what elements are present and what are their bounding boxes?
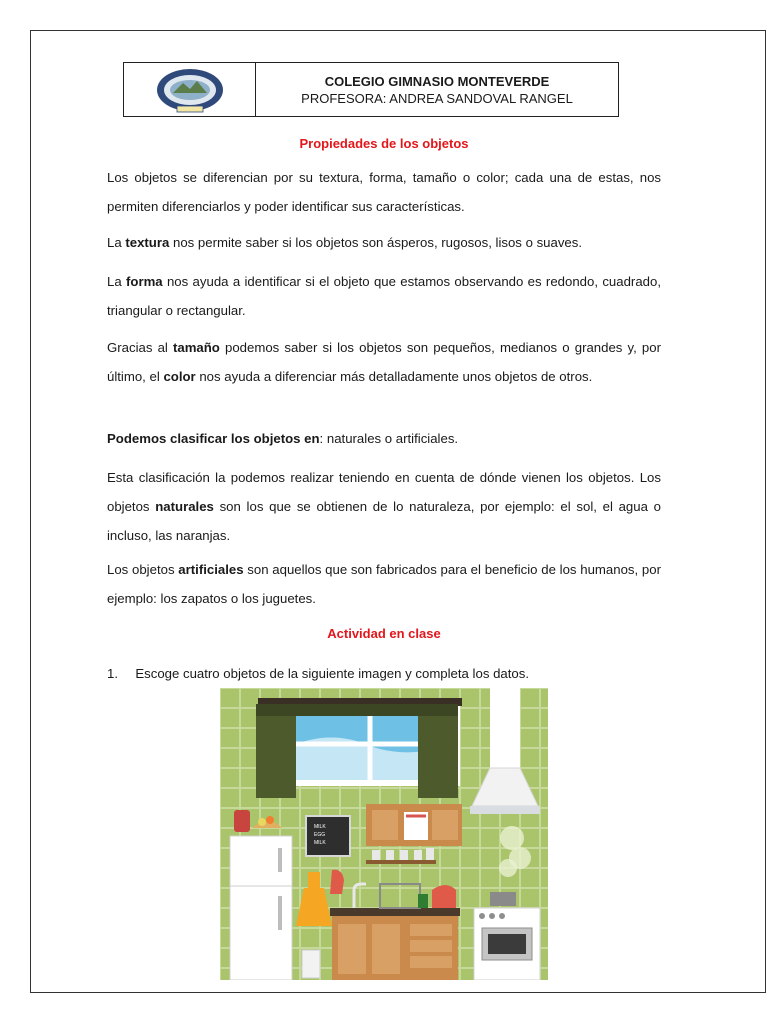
artificiales-paragraph: Los objetos artificiales son aquellos que son fabricados para el beneficio de los humanos, por ejemplo: los zapatos o los juguetes. xyxy=(107,562,661,606)
header-title-cell xyxy=(256,63,618,116)
activity-item xyxy=(107,659,661,688)
activity-text: Escoge cuatro objetos de la siguiente imagen y completa los datos. xyxy=(135,666,530,681)
teacher-name: PROFESORA: ANDREA SANDOVAL RANGEL xyxy=(301,90,573,106)
school-name: COLEGIO GIMNASIO MONTEVERDE xyxy=(324,73,550,89)
naturales-paragraph: Esta clasificación la podemos realizar teniendo en cuenta de dónde vienen los objetos. Los objetos naturales son los que se obtienen de lo naturaleza, por ejemplo: el sol, el agua o incluso, las naranjas. xyxy=(107,470,661,543)
header-table xyxy=(123,62,619,117)
section-title-properties: Propiedades de los objetos xyxy=(299,136,469,151)
clasificar-paragraph: Podemos clasificar los objetos en: naturales o artificiales. xyxy=(107,431,459,446)
school-logo-cell xyxy=(124,63,256,116)
chalkboard-line-3: MILK xyxy=(314,840,326,846)
textura-paragraph: La textura nos permite saber si los objetos son ásperos, rugosos, lisos o suaves. xyxy=(107,235,583,250)
chalkboard-line-1: MILK xyxy=(314,824,326,830)
kitchen-illustration xyxy=(220,688,548,980)
chalkboard-line-2: EGG xyxy=(314,832,326,838)
tamano-paragraph: Gracias al tamaño podemos saber si los objetos son pequeños, medianos o grandes y, por último, el color nos ayuda a diferenciar más detalladamente unos objetos de otros. xyxy=(107,340,661,384)
intro-paragraph: Los objetos se diferencian por su textura, forma, tamaño o color; cada una de estas, nos permiten diferenciarlos y poder identificar sus características. xyxy=(107,170,661,214)
section-title-activity: Actividad en clase xyxy=(327,626,441,641)
school-logo xyxy=(155,67,225,113)
activity-number: 1. xyxy=(107,666,118,681)
forma-paragraph: La forma nos ayuda a identificar si el objeto que estamos observando es redondo, cuadrado, triangular o rectangular. xyxy=(107,274,661,318)
